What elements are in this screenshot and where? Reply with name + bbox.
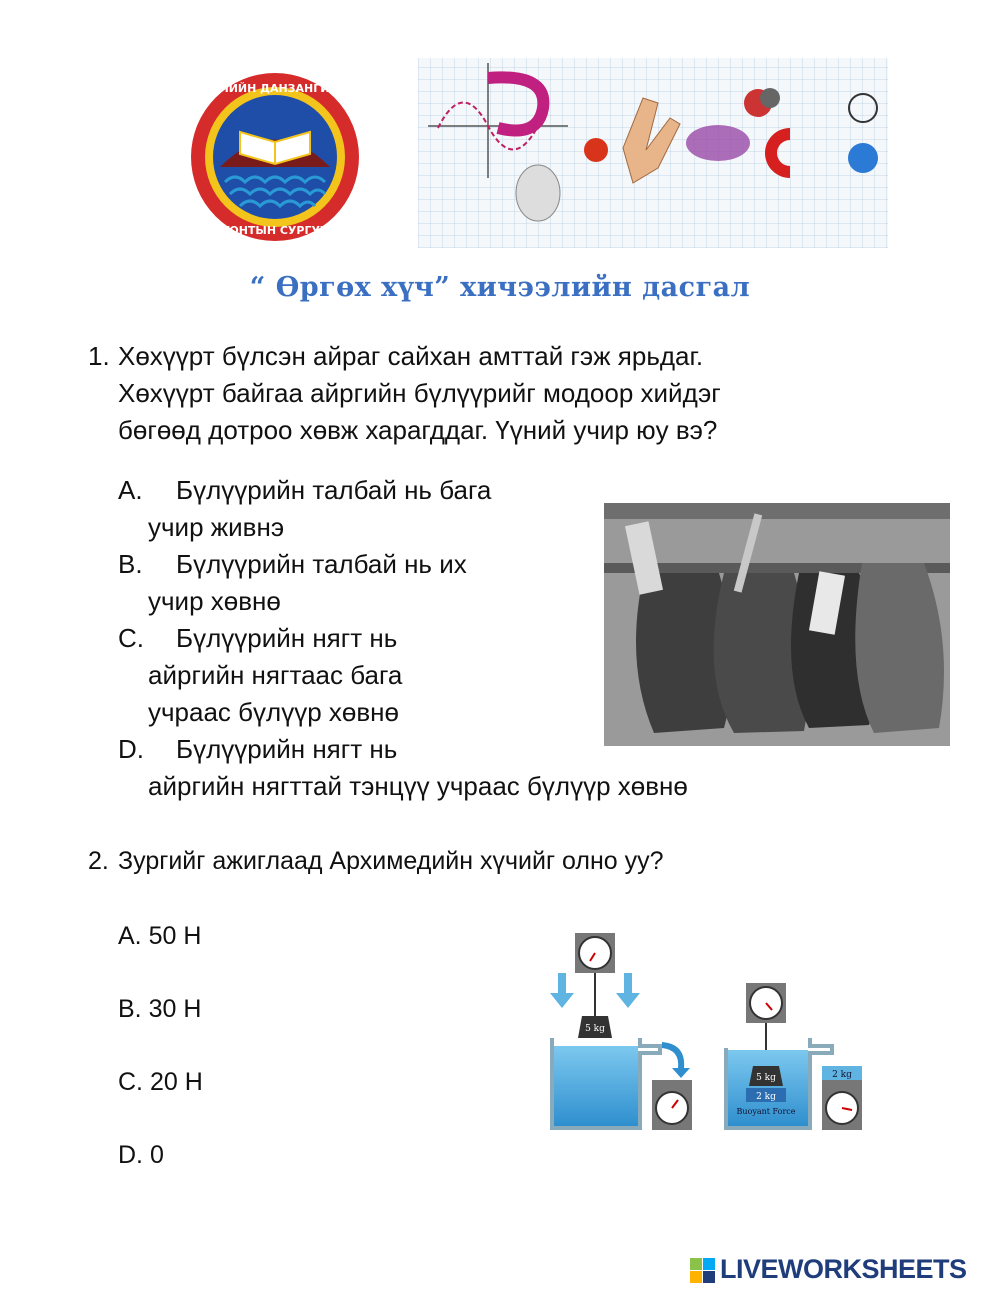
- option-letter: D.: [118, 734, 144, 764]
- option-b[interactable]: B. 30 Н: [118, 995, 202, 1023]
- option-text: айргийн нягтаас бага: [148, 660, 403, 690]
- option-text: Бүлүүрийн талбай нь бага: [176, 475, 492, 505]
- question-number: 2.: [88, 847, 109, 875]
- school-emblem: [190, 72, 360, 242]
- svg-text:ХОТОНТЫН СУРГУУЛЬ: ХОТОНТЫН СУРГУУЛЬ: [204, 224, 346, 237]
- airag-bags-photo: [604, 503, 950, 746]
- option-letter: A.: [118, 475, 143, 505]
- logo-icon: [690, 1258, 716, 1284]
- option-letter: C.: [118, 623, 144, 653]
- svg-text:СОЛИЙН ДАНЗАНГИЙН: СОЛИЙН ДАНЗАНГИЙН: [202, 82, 348, 95]
- question-2: [88, 847, 664, 876]
- option-c[interactable]: C. 20 Н: [118, 1068, 203, 1096]
- question-1: [88, 338, 918, 449]
- buoyant-mass-label: 2 kg: [756, 1092, 776, 1102]
- worksheet-title: “ Өргөх хүч” хичээлийн дасгал: [249, 272, 751, 303]
- buoyancy-diagram: [540, 928, 870, 1138]
- question-number: 1.: [88, 341, 110, 371]
- buoyant-force-label: Buoyant Force: [736, 1107, 796, 1116]
- question-text-line: Хөхүүрт бүлсэн айраг сайхан амттай гэж ярьдаг.: [118, 341, 704, 371]
- weight-label: 5 kg: [756, 1073, 776, 1083]
- option-text: Бүлүүрийн нягт нь: [176, 623, 398, 653]
- question-text-line: бөгөөд дотроо хөвж харагддаг. Үүний учир юу вэ?: [118, 415, 718, 445]
- option-text: Бүлүүрийн нягт нь: [176, 734, 398, 764]
- question-text: Зургийг ажиглаад Архимедийн хүчийг олно уу?: [118, 847, 664, 875]
- option-text: учир хөвнө: [148, 586, 281, 616]
- option-d[interactable]: D. 0: [118, 1141, 164, 1169]
- option-text: учраас бүлүүр хөвнө: [148, 697, 399, 727]
- spilled-mass-label: 2 kg: [832, 1070, 852, 1080]
- question-text-line: Хөхүүрт байгаа айргийн бүлүүрийг модоор хийдэг: [118, 378, 721, 408]
- option-a[interactable]: A. 50 Н: [118, 922, 202, 950]
- weight-label: 5 kg: [585, 1024, 605, 1034]
- physics-banner: [418, 58, 888, 248]
- option-letter: B.: [118, 549, 143, 579]
- option-text: айргийн нягттай тэнцүү учраас бүлүүр хөвнө: [148, 771, 688, 801]
- option-text: учир живнэ: [148, 512, 285, 542]
- option-text: Бүлүүрийн талбай нь их: [176, 549, 467, 579]
- brand-text: LIVEWORKSHEETS: [720, 1254, 967, 1284]
